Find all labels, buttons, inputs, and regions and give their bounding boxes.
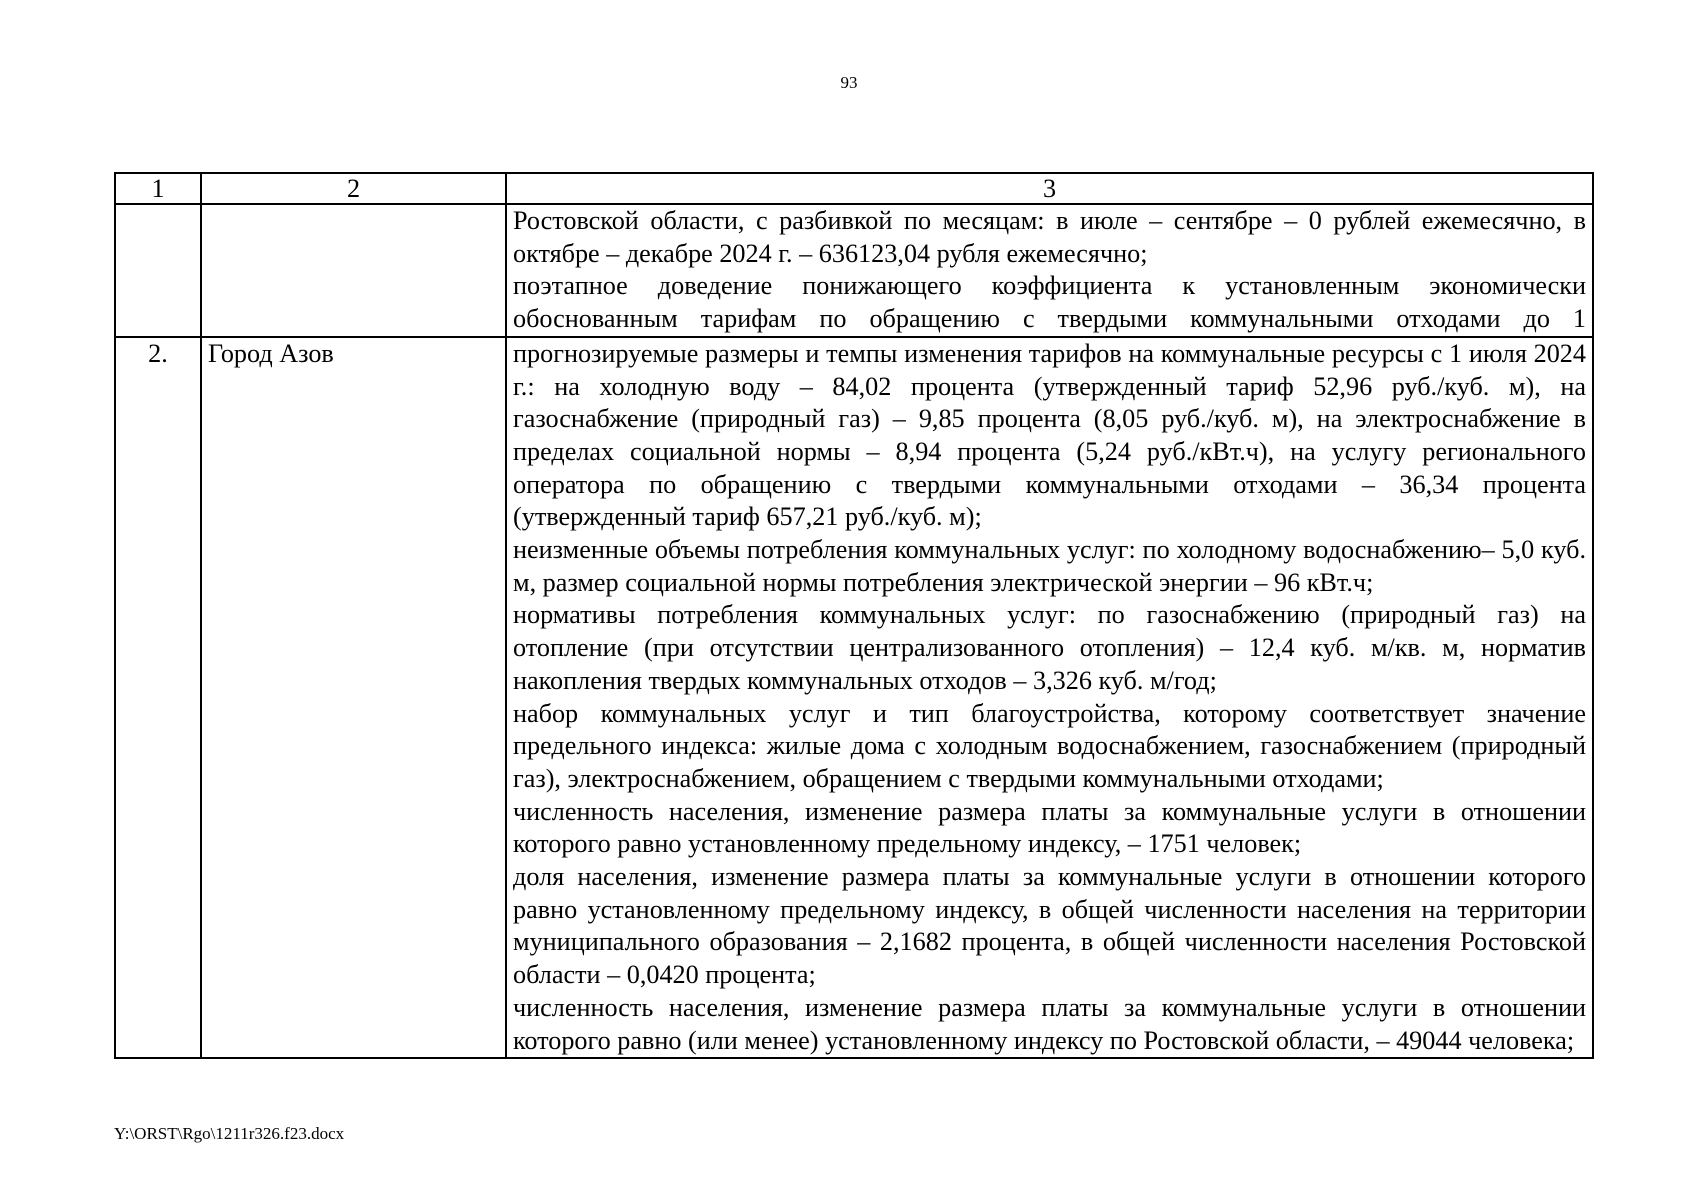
paragraph: поэтапное доведение понижающего коэффициента к установленным экономически обоснованным тарифам по обращению с твердыми коммунальными отходами до 1 xyxy=(513,271,1586,334)
paragraph: доля населения, изменение размера платы за коммунальные услуги в отношении которого равно установленному предельному индексу, в общей численности населения на территории муниципального образования – 2,1682 процента, в общей численности населения Ростовской области – 0,0420 процента; xyxy=(513,862,1586,990)
paragraph: нормативы потребления коммунальных услуг: по газоснабжению (природный газ) на отопление (при отсутствии централизованного отопления) – 12,4 куб. м/кв. м, норматив накопления твердых коммунальных отходов – 3,326 куб. м/год; xyxy=(513,600,1586,695)
paragraph: численность населения, изменение размера платы за коммунальные услуги в отношении которого равно (или менее) установленному индексу по Ростовской области, – 49044 человека; xyxy=(513,992,1586,1055)
header-col-1: 1 xyxy=(115,173,201,204)
description-cell xyxy=(506,204,1593,337)
header-col-3: 3 xyxy=(506,173,1593,204)
municipality-cell: Город Азов xyxy=(201,337,506,1058)
paragraph: прогнозируемые размеры и темпы изменения тарифов на коммунальные ресурсы с 1 июля 2024 г.: на холодную воду – 84,02 процента (утвержденный тариф 52,96 руб./куб. м), на газоснабжение (природный газ) – 9,85 процента (8,05 руб./куб. м), на электроснабжение в пределах социальной нормы – 8,94 процента (5,24 руб./кВт.ч), на услугу регионального оператора по обращению с твердыми коммунальными отходами – 36,34 процента (утвержденный тариф 657,21 руб./куб. м); xyxy=(513,338,1586,532)
municipality-cell xyxy=(201,204,506,337)
table-row xyxy=(115,337,1593,1058)
file-path-footer: Y:\ORST\Rgo\1211r326.f23.docx xyxy=(114,1124,345,1143)
row-number-cell: 2. xyxy=(115,337,201,1058)
header-col-2: 2 xyxy=(201,173,506,204)
table-header-row xyxy=(115,173,1593,204)
paragraph: неизменные объемы потребления коммунальных услуг: по холодному водоснабжению– 5,0 куб. м, размер социальной нормы потребления электрической энергии – 96 кВт.ч; xyxy=(513,535,1586,597)
paragraph: Ростовской области, с разбивкой по месяцам: в июле – сентябре – 0 рублей ежемесячно, в октябре – декабре 2024 г. – 636123,04 рубля ежемесячно; xyxy=(513,206,1586,268)
document-table xyxy=(114,172,1594,1059)
page-number: 93 xyxy=(840,73,858,92)
row-number-cell xyxy=(115,204,201,337)
table-row xyxy=(115,204,1593,337)
paragraph: набор коммунальных услуг и тип благоустройства, которому соответствует значение предельного индекса: жилые дома с холодным водоснабжением, газоснабжением (природный газ), электроснабжением, обращением с твердыми коммунальными отходами; xyxy=(513,698,1586,793)
paragraph: численность населения, изменение размера платы за коммунальные услуги в отношении которого равно установленному предельному индексу, – 1751 человек; xyxy=(513,796,1586,859)
description-cell xyxy=(506,337,1593,1058)
